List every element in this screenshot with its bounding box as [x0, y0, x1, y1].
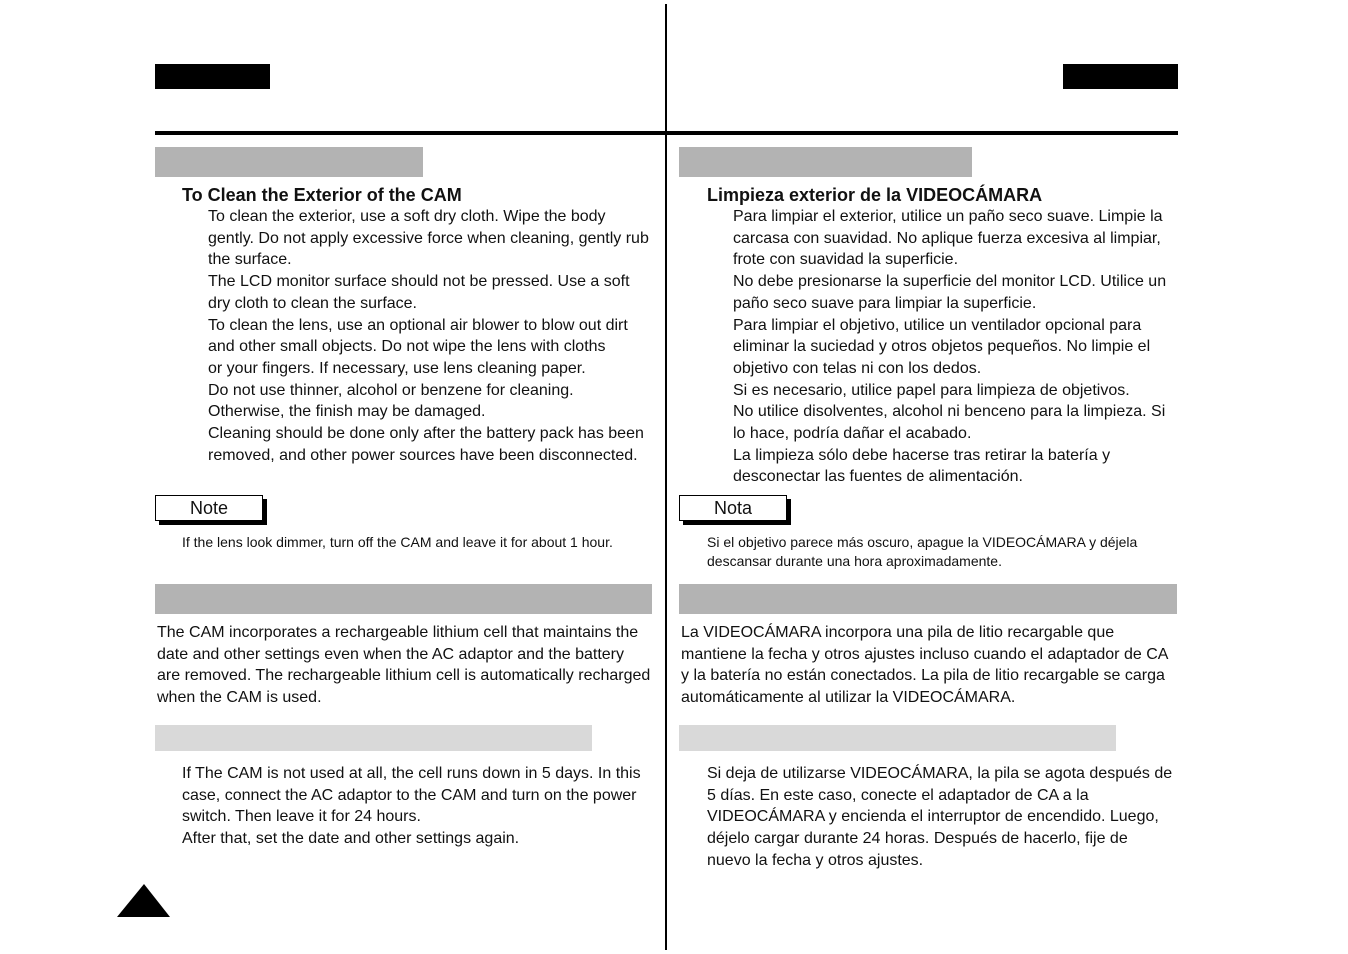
text-line: Do not use thinner, alcohol or benzene for cleaning. [208, 381, 574, 399]
section-bar-cleaning-left [155, 147, 423, 177]
subsection-bar-left [155, 725, 592, 751]
note-text-left [182, 533, 613, 552]
cell-rundown-text-left [182, 763, 641, 850]
header-tab-left [155, 64, 270, 89]
text-line: carcasa con suavidad. No aplique fuerza excesiva al limpiar, [733, 229, 1161, 247]
text-line: Otherwise, the finish may be damaged. [208, 403, 486, 421]
text-line: frote con suavidad la superficie. [733, 251, 959, 269]
text-line: La VIDEOCÁMARA incorpora una pila de litio recargable que [681, 624, 1115, 641]
text-line: 5 días. En este caso, conecte el adaptador de CA a la [707, 786, 1089, 804]
text-line: date and other settings even when the AC adaptor and the battery [157, 645, 624, 663]
text-line: The LCD monitor surface should not be pressed. Use a soft [208, 273, 630, 291]
nota-label-box: Nota [679, 495, 787, 521]
text-line: are removed. The rechargeable lithium cell is automatically recharged [157, 667, 651, 685]
text-line: or your fingers. If necessary, use lens cleaning paper. [208, 359, 586, 377]
text-line: switch. Then leave it for 24 hours. [182, 808, 421, 826]
lithium-cell-text-left [157, 622, 650, 709]
note-text-right [707, 533, 1137, 570]
text-line: If The CAM is not used at all, the cell runs down in 5 days. In this [182, 765, 641, 782]
text-line: descansar durante una hora aproximadamente. [707, 552, 1002, 569]
text-line: déjelo cargar durante 24 horas. Después de hacerlo, fije de [707, 830, 1128, 848]
text-line: mantiene la fecha y otros ajustes incluso cuando el adaptador de CA [681, 645, 1169, 663]
text-line: eliminar la suciedad y otros objetos pequeños. No limpie el [733, 338, 1151, 356]
text-line: La limpieza sólo debe hacerse tras retirar la batería y [733, 446, 1111, 464]
cleaning-instructions-left [208, 206, 649, 466]
text-line: when the CAM is used. [157, 689, 322, 707]
text-line: objetivo con telas ni con los dedos. [733, 359, 982, 377]
text-line: lo hace, podría dañar el acabado. [733, 425, 972, 443]
text-line: To clean the lens, use an optional air blower to blow out dirt [208, 316, 628, 334]
text-line: Para limpiar el exterior, utilice un paño seco suave. Limpie la [733, 208, 1163, 225]
subsection-bar-right [679, 725, 1116, 751]
text-line: No debe presionarse la superficie del monitor LCD. Utilice un [733, 273, 1167, 291]
section-bar-cleaning-right [679, 147, 972, 177]
text-line: y la batería no están conectados. La pila de litio recargable se carga [681, 667, 1165, 685]
text-line: dry cloth to clean the surface. [208, 294, 417, 312]
text-line: gently. Do not apply excessive force when cleaning, gently rub [208, 229, 649, 247]
header-tab-right [1063, 64, 1178, 89]
cleaning-instructions-right [733, 206, 1166, 488]
section-heading-limpieza-exterior: Limpieza exterior de la VIDEOCÁMARA [707, 185, 1043, 205]
text-line: desconectar las fuentes de alimentación. [733, 468, 1023, 486]
text-line: Para limpiar el objetivo, utilice un ventilador opcional para [733, 316, 1142, 334]
text-line: Si deja de utilizarse VIDEOCÁMARA, la pila se agota después de [707, 765, 1173, 782]
text-line: Si es necesario, utilice papel para limpieza de objetivos. [733, 381, 1130, 399]
section-bar-lithium-left [155, 584, 652, 614]
section-heading-clean-exterior: To Clean the Exterior of the CAM [182, 185, 462, 205]
page-corner-triangle-icon [117, 884, 171, 918]
text-line: nuevo la fecha y otros ajustes. [707, 851, 924, 869]
text-line: VIDEOCÁMARA y encienda el interruptor de encendido. Luego, [707, 808, 1159, 826]
text-line: the surface. [208, 251, 292, 269]
section-bar-lithium-right [679, 584, 1177, 614]
cell-rundown-text-right [707, 763, 1172, 872]
text-line: To clean the exterior, use a soft dry cloth. Wipe the body [208, 208, 606, 225]
text-line: After that, set the date and other settings again. [182, 830, 520, 848]
text-line: paño seco suave para limpiar la superficie. [733, 294, 1037, 312]
text-line: If the lens look dimmer, turn off the CAM and leave it for about 1 hour. [182, 534, 613, 550]
text-line: No utilice disolventes, alcohol ni benceno para la limpieza. Si [733, 403, 1166, 421]
text-line: Si el objetivo parece más oscuro, apague la VIDEOCÁMARA y déjela [707, 534, 1138, 550]
text-line: case, connect the AC adaptor to the CAM and turn on the power [182, 786, 637, 804]
page-divider [665, 4, 667, 950]
text-line: removed, and other power sources have been disconnected. [208, 446, 638, 464]
text-line: The CAM incorporates a rechargeable lithium cell that maintains the [157, 624, 639, 641]
text-line: Cleaning should be done only after the battery pack has been [208, 425, 644, 443]
text-line: and other small objects. Do not wipe the lens with cloths [208, 338, 606, 356]
text-line: automáticamente al utilizar la VIDEOCÁMARA. [681, 689, 1016, 707]
lithium-cell-text-right [681, 622, 1168, 709]
note-label-box: Note [155, 495, 263, 521]
